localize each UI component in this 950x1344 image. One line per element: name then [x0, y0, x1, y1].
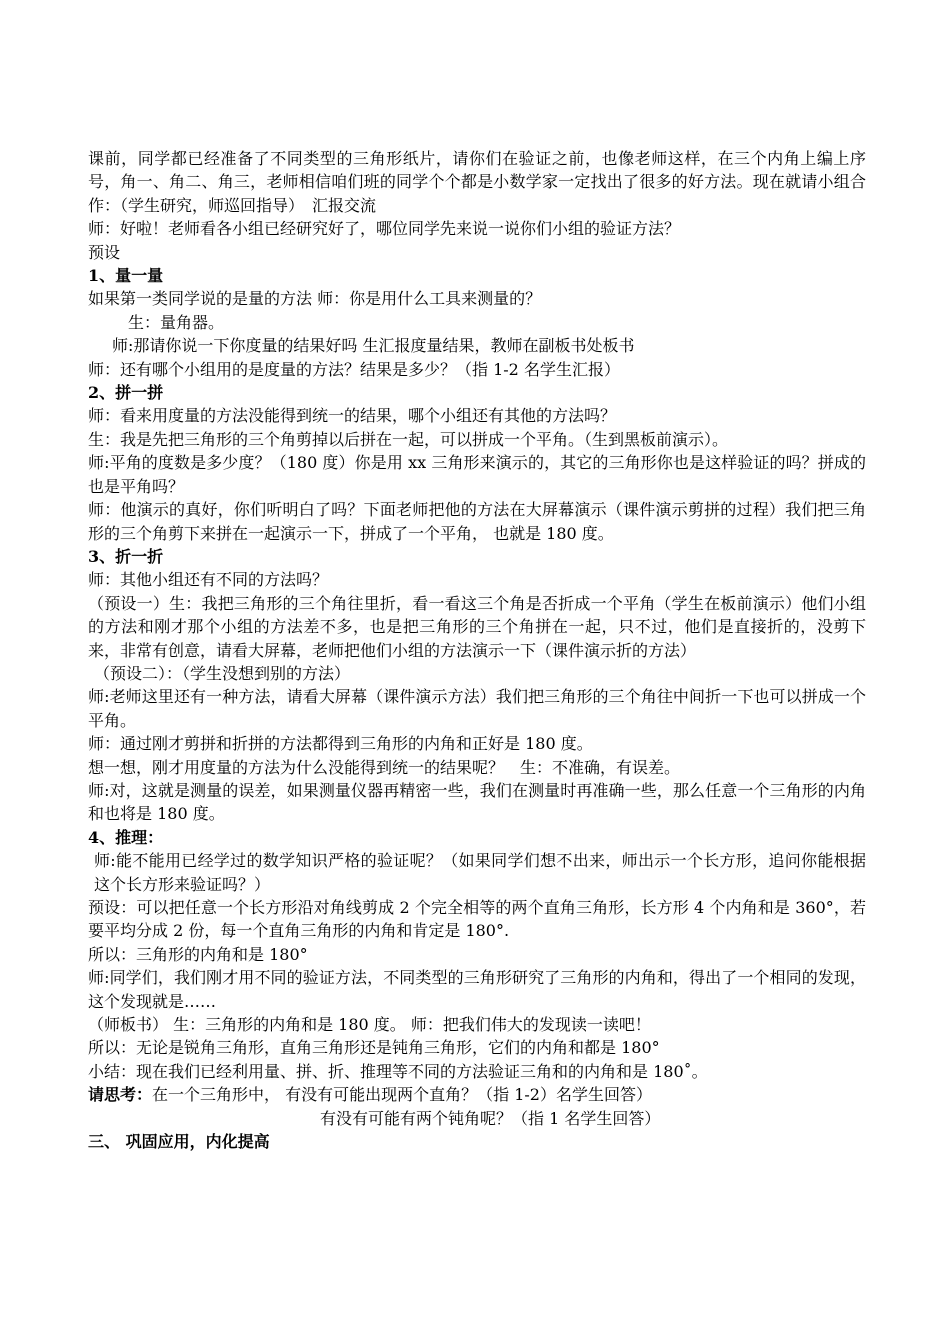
paragraph-rectangle: 预设：可以把任意一个长方形沿对角线剪成 2 个完全相等的两个直角三角形，长方形 4 个内角和是 360°，若要平均分成 2 份，每一个直角三角形的内角和肯定是 180°.	[88, 898, 866, 941]
heading-piece: 2、拼一拼	[88, 383, 164, 403]
paragraph-summary: 小结：现在我们已经利用量、拼、折、推理等不同的方法验证三角和的内角和是 180˚。	[88, 1061, 708, 1081]
paragraph-cut-fold-result: 师：通过刚才剪拼和折拼的方法都得到三角形的内角和正好是 180 度。	[88, 734, 593, 754]
paragraph-preset: 预设	[88, 242, 121, 262]
paragraph-think: 想一想，刚才用度量的方法为什么没能得到统一的结果呢？ 生：不准确，有误差。	[88, 757, 681, 777]
paragraph-strict-proof: 师:能不能用已经学过的数学知识严格的验证呢？（如果同学们想不出来，师出示一个长方形，追问你能根据这个长方形来验证吗？）	[94, 851, 866, 894]
paragraph-teacher-method: 师:老师这里还有一种方法，请看大屏幕（课件演示方法）我们把三角形的三个角往中间折一下也可以拼成一个平角。	[88, 687, 866, 730]
paragraph-measure-tool: 如果第一类同学说的是量的方法 师：你是用什么工具来测量的？	[88, 289, 542, 309]
paragraph-please-think	[88, 1083, 866, 1106]
paragraph-protractor: 生：量角器。	[128, 312, 225, 332]
paragraph-discovery: 师:同学们，我们刚才用不同的验证方法，不同类型的三角形研究了三角形的内角和，得出了一个相同的发现，这个发现就是……	[88, 968, 866, 1011]
paragraph-board: （师板书） 生：三角形的内角和是 180 度。 师：把我们伟大的发现读一读吧！	[88, 1015, 651, 1035]
paragraph-other-groups: 师：还有哪个小组用的是度量的方法？结果是多少？（指 1-2 名学生汇报）	[88, 359, 620, 379]
paragraph-intro: 课前，同学都已经准备了不同类型的三角形纸片，请你们在验证之前，也像老师这样，在三个内角上编上序号，角一、角二、角三，老师相信咱们班的同学个个都是小数学家一定找出了很多的好方法。现在就请小组合作：（学生研究，师巡回指导） 汇报交流	[88, 149, 866, 215]
paragraph-error: 师:对，这就是测量的误差，如果测量仪器再精密一些，我们在测量时再准确一些，那么任意一个三角形的内角和也将是 180 度。	[88, 780, 866, 824]
paragraph-preset-two: （预设二）：（学生没想到别的方法）	[94, 663, 351, 683]
heading-measure: 1、量一量	[88, 266, 164, 286]
please-think-label: 请思考：	[88, 1085, 153, 1105]
heading-fold: 3、折一折	[88, 546, 164, 566]
paragraph-preset-one: （预设一）生：我把三角形的三个角往里折，看一看这三个角是否折成一个平角（学生在板前演示）他们小组的方法和刚才那个小组的方法差不多，也是把三角形的三个角拼在一起，只不过，他们是直接折的，没剪下来，非常有创意，请看大屏幕，老师把他们小组的方法演示一下（课件演示折的方法）	[88, 593, 866, 660]
paragraph-all-triangles: 所以：无论是锐角三角形，直角三角形还是钝角三角形，它们的内角和都是 180°	[88, 1038, 660, 1058]
paragraph-obtuse-question: 有没有可能有两个钝角呢？（指 1 名学生回答）	[320, 1108, 661, 1128]
paragraph-therefore-180: 所以：三角形的内角和是 180°	[88, 944, 308, 964]
paragraph-measure-result: 师:那请你说一下你度量的结果好吗 生汇报度量结果，教师在副板书处板书	[112, 336, 635, 356]
heading-reasoning: 4、推理：	[88, 827, 164, 847]
document-body	[88, 147, 866, 1153]
paragraph-demo-cut: 师：他演示的真好，你们听明白了吗？下面老师把他的方法在大屏幕演示（课件演示剪拼的过程）我们把三角形的三个角剪下来拼在一起演示一下，拼成了一个平角， 也就是 180 度。	[88, 500, 866, 543]
paragraph-different-methods: 师：其他小组还有不同的方法吗？	[88, 570, 329, 590]
paragraph-teacher-ask-methods: 师：好啦！老师看各小组已经研究好了，哪位同学先来说一说你们小组的验证方法？	[88, 219, 681, 239]
heading-section-three: 三、 巩固应用，内化提高	[88, 1132, 270, 1152]
paragraph-other-methods: 师：看来用度量的方法没能得到统一的结果，哪个小组还有其他的方法吗？	[88, 406, 617, 426]
paragraph-straight-angle: 师:平角的度数是多少度？（180 度）你是用 xx 三角形来演示的，其它的三角形你也是这样验证的吗？拼成的也是平角吗？	[88, 453, 866, 496]
paragraph-cut-angles: 生：我是先把三角形的三个角剪掉以后拼在一起，可以拼成一个平角。（生到黑板前演示）。	[88, 429, 729, 449]
please-think-question: 在一个三角形中， 有没有可能出现两个直角？（指 1-2）名学生回答）	[152, 1085, 652, 1105]
